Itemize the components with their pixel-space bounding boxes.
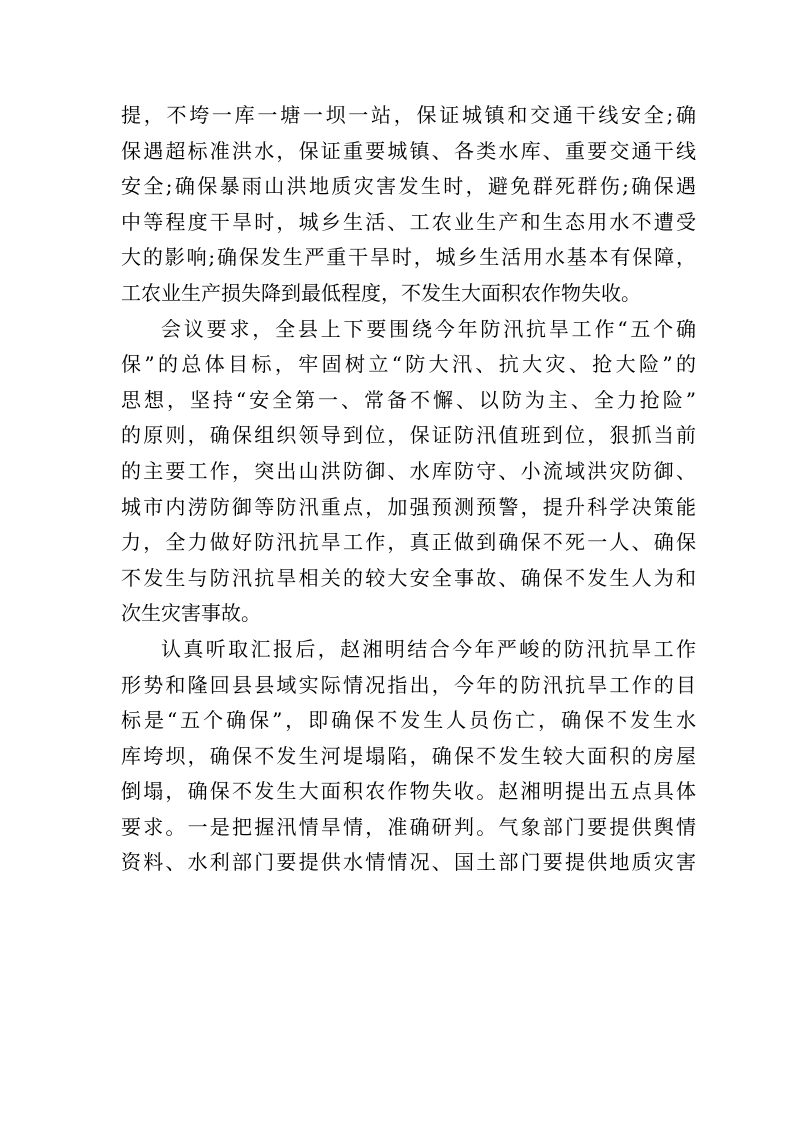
text-line: 城市内涝防御等防汛重点，加强预测预警，提升科学决策能 [121, 494, 696, 519]
text-line: 力，全力做好防汛抗旱工作，真正做到确保不死一人、确保 [121, 530, 696, 555]
text-line: 工农业生产损失降到最低程度，不发生大面积农作物失收。 [121, 280, 641, 305]
text-line: 次生灾害事故。 [121, 601, 261, 626]
text-line: 大的影响;确保发生严重干旱时，城乡生活用水基本有保障， [121, 245, 696, 270]
text-line: 安全;确保暴雨山洪地质灾害发生时，避免群死群伤;确保遇 [121, 174, 696, 199]
text-line: 倒塌，确保不发生大面积农作物失收。赵湘明提出五点具体 [121, 779, 696, 804]
text-line: 标是“五个确保”，即确保不发生人员伤亡，确保不发生水 [121, 708, 696, 733]
text-line: 保”的总体目标，牢固树立“防大汛、抗大灾、抢大险”的 [121, 352, 696, 377]
text-line: 库垮坝，确保不发生河堤塌陷，确保不发生较大面积的房屋 [121, 743, 696, 768]
text-line: 形势和隆回县县域实际情况指出，今年的防汛抗旱工作的目 [121, 672, 696, 697]
text-line: 要求。一是把握汛情旱情，准确研判。气象部门要提供舆情 [121, 814, 696, 839]
text-line: 思想，坚持“安全第一、常备不懈、以防为主、全力抢险” [121, 387, 696, 412]
text-line: 不发生与防汛抗旱相关的较大安全事故、确保不发生人为和 [121, 565, 696, 590]
text-line: 提，不垮一库一塘一坝一站，保证城镇和交通干线安全;确 [121, 103, 696, 127]
body-text [121, 98, 696, 881]
text-line: 中等程度干旱时，城乡生活、工农业生产和生态用水不遭受 [121, 209, 696, 234]
text-line: 保遇超标准洪水，保证重要城镇、各类水库、重要交通干线 [121, 138, 696, 163]
paragraph-first-line: 认真听取汇报后，赵湘明结合今年严峻的防汛抗旱工作 [161, 636, 696, 661]
text-line: 资料、水利部门要提供水情情况、国土部门要提供地质灾害 [121, 850, 696, 875]
paragraph-first-line: 会议要求，全县上下要围绕今年防汛抗旱工作“五个确 [161, 316, 696, 341]
text-line: 的原则，确保组织领导到位，保证防汛值班到位，狠抓当前 [121, 423, 696, 448]
text-line: 的主要工作，突出山洪防御、水库防守、小流域洪灾防御、 [121, 458, 696, 483]
